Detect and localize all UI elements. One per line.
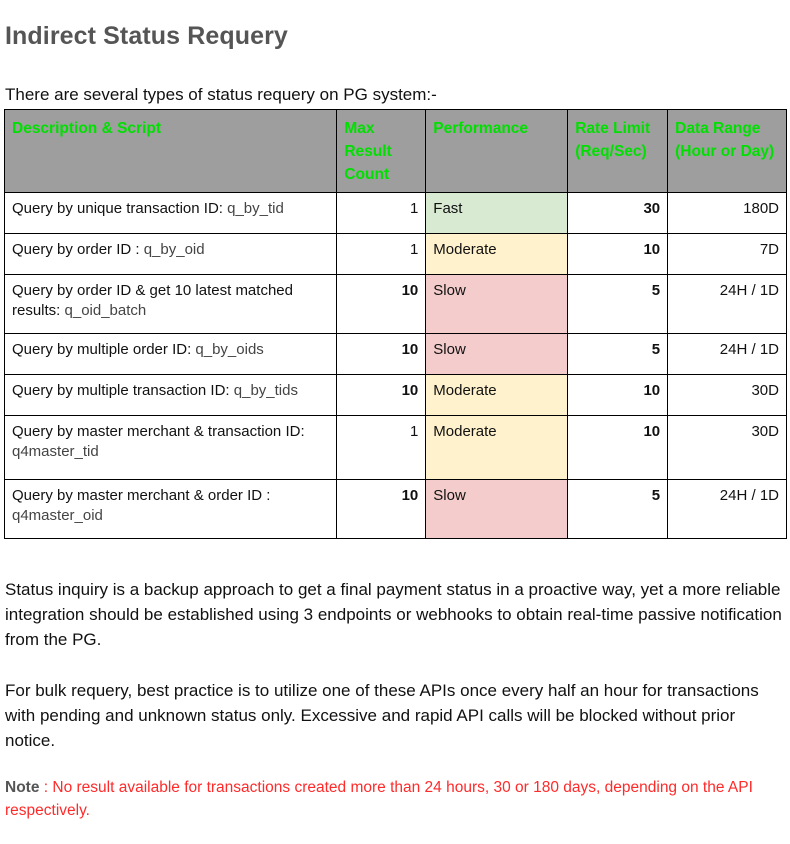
table-row	[5, 334, 787, 375]
description-text: Query by master merchant & transaction ID:	[12, 423, 305, 440]
note-label: Note	[5, 779, 40, 796]
script-name: q4master_oid	[12, 507, 103, 524]
data-range-cell: 24H / 1D	[668, 275, 787, 334]
header-performance: Performance	[426, 110, 568, 193]
table-row	[5, 375, 787, 416]
performance-cell: Fast	[426, 193, 568, 234]
script-name: q_by_tid	[227, 200, 284, 217]
script-name: q4master_tid	[12, 443, 99, 460]
rate-limit-cell: 30	[568, 193, 668, 234]
table-row	[5, 193, 787, 234]
row-description	[5, 334, 337, 375]
header-max-result: Max Result Count	[337, 110, 426, 193]
intro-text: There are several types of status requery on PG system:-	[5, 85, 437, 104]
max-result-cell: 10	[337, 275, 426, 334]
note-body: : No result available for transactions created more than 24 hours, 30 or 180 days, depending on the API respectively.	[5, 779, 753, 819]
header-rate-limit: Rate Limit (Req/Sec)	[568, 110, 668, 193]
performance-cell: Slow	[426, 334, 568, 375]
max-result-cell: 1	[337, 193, 426, 234]
table-header-row	[5, 110, 787, 193]
note-text	[5, 776, 785, 822]
row-description	[5, 193, 337, 234]
status-requery-table	[4, 109, 787, 539]
rate-limit-cell: 10	[568, 416, 668, 480]
description-text: Query by unique transaction ID:	[12, 200, 228, 217]
script-name: q_by_oid	[143, 241, 205, 258]
rate-limit-cell: 5	[568, 334, 668, 375]
script-name: q_by_tids	[233, 382, 298, 399]
description-text: Query by multiple transaction ID:	[12, 382, 234, 399]
status-inquiry-paragraph: Status inquiry is a backup approach to get a final payment status in a proactive way, yet a more reliable integration should be established using 3 endpoints or webhooks to obtain real-time passive notification from the PG.	[5, 580, 782, 649]
row-description	[5, 416, 337, 480]
description-text: Query by master merchant & order ID :	[12, 487, 271, 504]
table-row	[5, 275, 787, 334]
max-result-cell: 10	[337, 375, 426, 416]
bulk-requery-paragraph: For bulk requery, best practice is to utilize one of these APIs once every half an hour for transactions with pending and unknown status only. Excessive and rapid API calls will be blocked without prior notice.	[5, 681, 759, 750]
data-range-cell: 30D	[668, 375, 787, 416]
max-result-cell: 10	[337, 480, 426, 539]
table-row	[5, 416, 787, 480]
max-result-cell: 1	[337, 234, 426, 275]
script-name: q_by_oids	[195, 341, 264, 358]
rate-limit-cell: 5	[568, 275, 668, 334]
rate-limit-cell: 10	[568, 234, 668, 275]
page-title: Indirect Status Requery	[5, 22, 288, 50]
description-text: Query by order ID & get 10 latest matched results:	[12, 282, 293, 319]
max-result-cell: 10	[337, 334, 426, 375]
performance-cell: Moderate	[426, 375, 568, 416]
header-description: Description & Script	[5, 110, 337, 193]
data-range-cell: 24H / 1D	[668, 334, 787, 375]
description-text: Query by order ID :	[12, 241, 144, 258]
rate-limit-cell: 10	[568, 375, 668, 416]
performance-cell: Moderate	[426, 234, 568, 275]
row-description	[5, 480, 337, 539]
data-range-cell: 24H / 1D	[668, 480, 787, 539]
performance-cell: Slow	[426, 275, 568, 334]
row-description	[5, 275, 337, 334]
script-name: q_oid_batch	[64, 302, 147, 319]
data-range-cell: 180D	[668, 193, 787, 234]
table-row	[5, 234, 787, 275]
performance-cell: Moderate	[426, 416, 568, 480]
table-row	[5, 480, 787, 539]
data-range-cell: 7D	[668, 234, 787, 275]
row-description	[5, 234, 337, 275]
row-description	[5, 375, 337, 416]
description-text: Query by multiple order ID:	[12, 341, 196, 358]
data-range-cell: 30D	[668, 416, 787, 480]
performance-cell: Slow	[426, 480, 568, 539]
rate-limit-cell: 5	[568, 480, 668, 539]
max-result-cell: 1	[337, 416, 426, 480]
header-data-range: Data Range (Hour or Day)	[668, 110, 787, 193]
